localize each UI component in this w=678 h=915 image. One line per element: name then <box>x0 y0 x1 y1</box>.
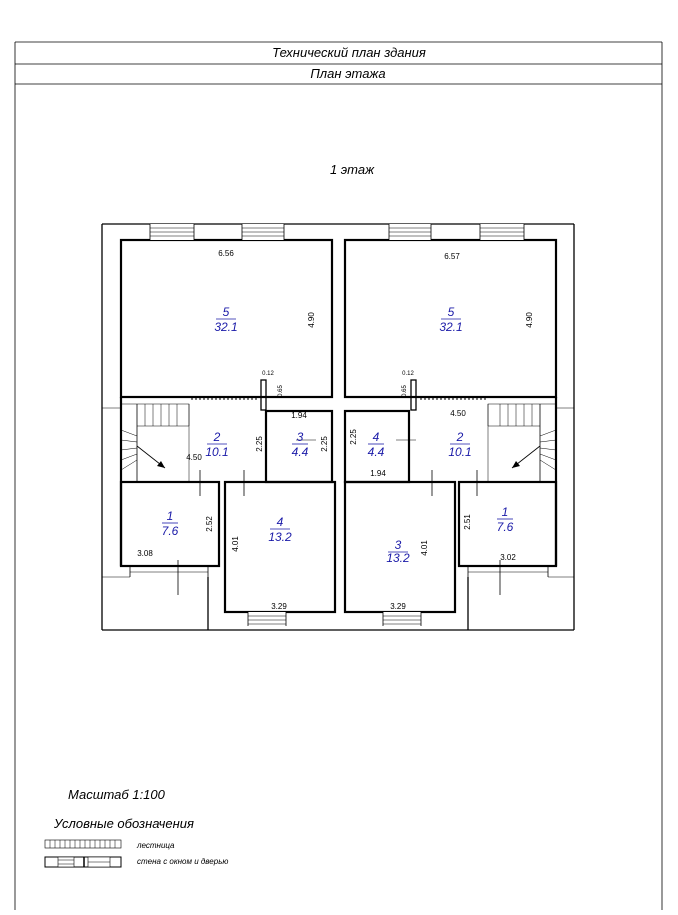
room-number: 5 <box>222 305 230 319</box>
room-number: 1 <box>166 509 174 523</box>
building-outline <box>102 224 574 630</box>
room-area: 13.2 <box>386 551 410 565</box>
dimension-label: 6.57 <box>444 252 460 261</box>
dimension-label: 4.90 <box>307 312 316 328</box>
room-area: 4.4 <box>367 445 385 459</box>
dimension-label: 3.02 <box>500 553 516 562</box>
dimension-label: 6.56 <box>218 249 234 258</box>
room-number: 4 <box>372 430 380 444</box>
dimension-label: 2.25 <box>320 436 329 452</box>
floor-label: 1 этаж <box>329 162 375 177</box>
dimension-label: 4.01 <box>420 540 429 556</box>
wall-window-door-symbol-icon <box>45 857 121 867</box>
dimension-label: 2.25 <box>349 429 358 445</box>
legend-item-stairs-label: лестница <box>137 841 175 850</box>
legend-title: Условные обозначения <box>54 816 194 831</box>
dimension-label: 0.12 <box>402 371 414 377</box>
left-stairs <box>121 404 189 482</box>
dimension-label: 0.12 <box>262 371 274 377</box>
room-area: 32.1 <box>439 320 463 334</box>
room-area: 13.2 <box>268 530 292 544</box>
dimension-label: 0.65 <box>402 385 408 397</box>
room-area: 7.6 <box>161 524 179 538</box>
room-number: 1 <box>501 505 509 519</box>
right-stairs <box>488 404 556 482</box>
dimension-label: 2.52 <box>205 516 214 532</box>
dimension-label: 4.01 <box>231 536 240 552</box>
header-subtitle: План этажа <box>310 66 386 81</box>
dimension-label: 0.65 <box>278 385 284 397</box>
room-number: 2 <box>213 430 221 444</box>
stairs-symbol-icon <box>45 840 121 848</box>
room-number: 4 <box>276 515 284 529</box>
dimension-label: 4.90 <box>525 312 534 328</box>
dimension-label: 1.94 <box>370 469 386 478</box>
scale-label: Масштаб 1:100 <box>68 787 165 802</box>
room-number: 2 <box>456 430 464 444</box>
room-number: 3 <box>296 430 304 444</box>
dimension-label: 3.29 <box>271 602 287 611</box>
header-title: Технический план здания <box>272 45 426 60</box>
room-number: 5 <box>447 305 455 319</box>
dimension-label: 4.50 <box>450 409 466 418</box>
dimension-label: 2.25 <box>255 436 264 452</box>
dimension-label: 1.94 <box>291 411 307 420</box>
room-labels <box>162 305 514 565</box>
room-area: 10.1 <box>448 445 472 459</box>
room-area: 7.6 <box>496 520 514 534</box>
dimension-label: 3.08 <box>137 549 153 558</box>
dimension-label: 4.50 <box>186 453 202 462</box>
door-marks <box>200 424 477 496</box>
dimension-label: 3.29 <box>390 602 406 611</box>
dimension-label: 2.51 <box>463 514 472 530</box>
legend-item-wall-label: стена с окном и дверью <box>137 857 229 866</box>
room-area: 32.1 <box>214 320 238 334</box>
room-area: 4.4 <box>291 445 309 459</box>
room-area: 10.1 <box>205 445 229 459</box>
room-number: 3 <box>394 538 402 552</box>
